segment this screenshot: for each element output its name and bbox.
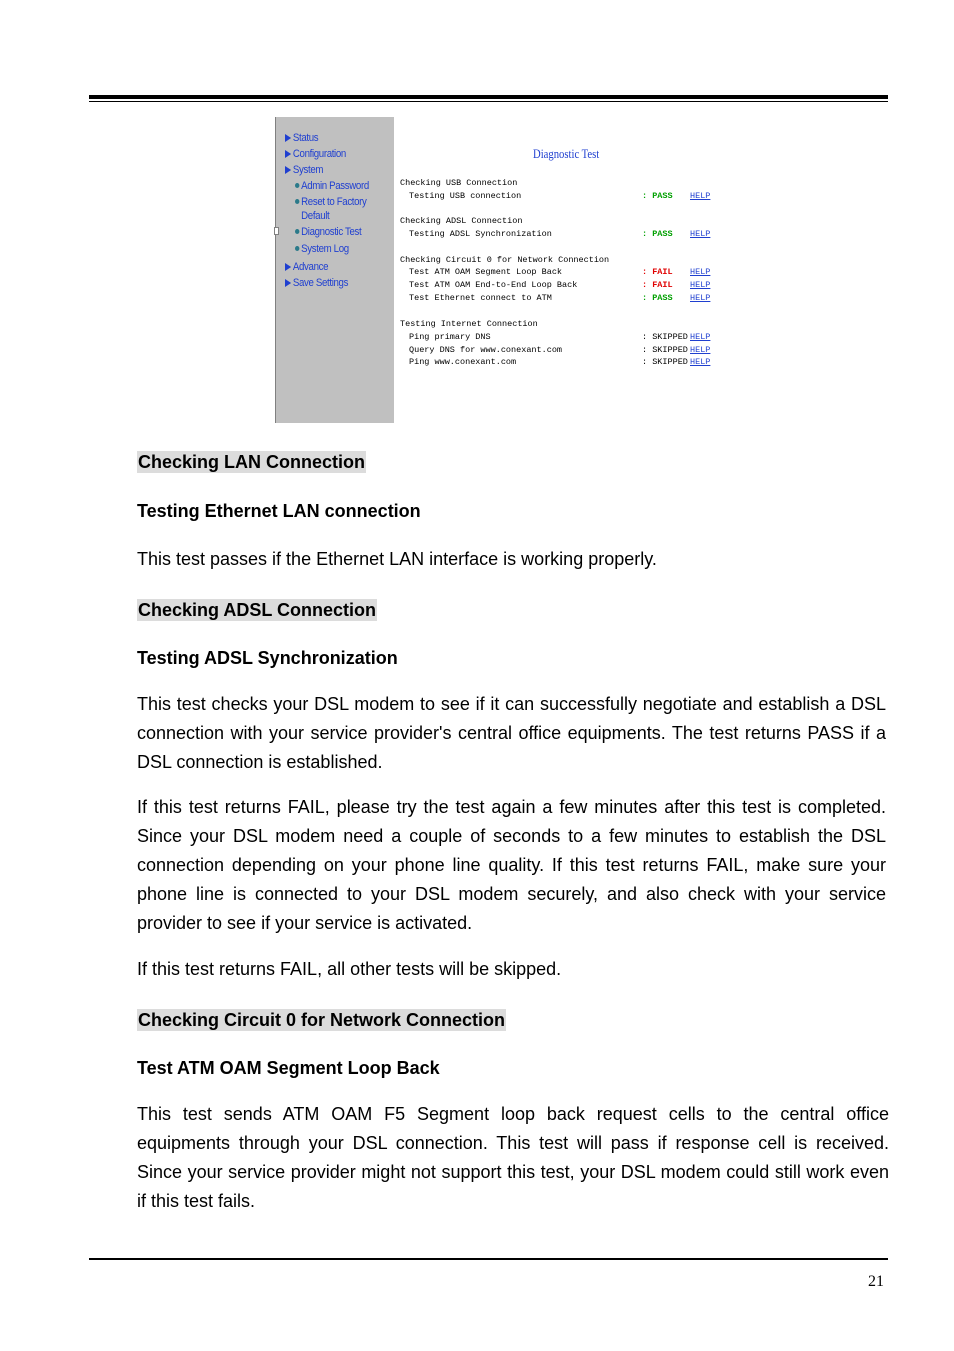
test-name: Ping www.conexant.com xyxy=(409,357,517,367)
nav-reset-factory[interactable]: Reset to Factory Default xyxy=(295,195,367,223)
test-name: Query DNS for www.conexant.com xyxy=(409,345,563,355)
subheading-adsl: Testing ADSL Synchronization xyxy=(137,648,398,668)
paragraph-ethernet: This test passes if the Ethernet LAN interface is working properly. xyxy=(137,549,657,569)
header-rule xyxy=(89,95,888,102)
section-heading: Checking Circuit 0 for Network Connection xyxy=(400,255,610,265)
help-link[interactable]: HELP xyxy=(690,345,711,355)
triangle-icon xyxy=(285,263,291,271)
bullet-icon xyxy=(295,246,299,251)
section-heading: Testing Internet Connection xyxy=(400,319,538,329)
screenshot-sidebar xyxy=(275,117,394,423)
diagnostic-screenshot xyxy=(275,117,720,423)
page-number: 21 xyxy=(868,1273,884,1290)
bullet-icon xyxy=(295,183,299,188)
test-name: Ping primary DNS xyxy=(409,332,491,342)
nav-system[interactable]: System xyxy=(285,164,323,176)
test-result: : SKIPPED xyxy=(642,357,688,367)
nav-advance[interactable]: Advance xyxy=(285,261,328,273)
test-result: : PASS xyxy=(642,229,673,239)
help-link[interactable]: HELP xyxy=(690,280,711,290)
paragraph-adsl-3: If this test returns FAIL, all other tests will be skipped. xyxy=(137,959,562,979)
section-heading: Checking ADSL Connection xyxy=(400,216,523,226)
nav-status[interactable]: Status xyxy=(285,132,318,144)
subheading-atm: Test ATM OAM Segment Loop Back xyxy=(137,1058,440,1078)
bullet-icon xyxy=(295,199,299,204)
heading-adsl: Checking ADSL Connection xyxy=(138,600,377,620)
nav-admin-password[interactable]: Admin Password xyxy=(295,180,369,192)
paragraph-atm: This test sends ATM OAM F5 Segment loop back request cells to the central office equipments through your DSL connection. This test will pass if response cell is received. Since your service provider might not support this test, your DSL modem could still work even if this test fails. xyxy=(137,1104,889,1211)
triangle-icon xyxy=(285,150,291,158)
help-link[interactable]: HELP xyxy=(690,332,711,342)
heading-lan: Checking LAN Connection xyxy=(138,452,366,472)
test-result: : SKIPPED xyxy=(642,332,688,342)
frame-marker xyxy=(274,227,279,235)
triangle-icon xyxy=(285,279,291,287)
test-name: Test ATM OAM Segment Loop Back xyxy=(409,267,563,277)
test-name: Testing USB connection xyxy=(409,191,522,201)
help-link[interactable]: HELP xyxy=(690,293,711,303)
test-result: : FAIL xyxy=(642,267,673,277)
subheading-ethernet: Testing Ethernet LAN connection xyxy=(137,501,421,521)
bullet-icon xyxy=(295,229,299,234)
help-link[interactable]: HELP xyxy=(690,191,711,201)
test-result: : PASS xyxy=(642,293,673,303)
diagnostic-title: Diagnostic Test xyxy=(533,146,600,161)
help-link[interactable]: HELP xyxy=(690,267,711,277)
paragraph-adsl-2: If this test returns FAIL, please try the test again a few minutes after this test is completed. Since your DSL modem need a couple of seconds to a few minutes to establish the DSL connection depending on your phone line quality. If this test returns FAIL, make sure your phone line is connected to your DSL modem securely, and also check with your service provider to see if your service is activated. xyxy=(137,797,886,933)
test-result: : SKIPPED xyxy=(642,345,688,355)
triangle-icon xyxy=(285,134,291,142)
test-name: Test Ethernet connect to ATM xyxy=(409,293,552,303)
nav-configuration[interactable]: Configuration xyxy=(285,148,346,160)
section-heading: Checking USB Connection xyxy=(400,178,518,188)
test-name: Testing ADSL Synchronization xyxy=(409,229,552,239)
heading-circuit: Checking Circuit 0 for Network Connection xyxy=(138,1010,506,1030)
test-result: : PASS xyxy=(642,191,673,201)
nav-diagnostic-test[interactable]: Diagnostic Test xyxy=(295,226,361,238)
nav-system-log[interactable]: System Log xyxy=(295,243,349,255)
paragraph-adsl-1: This test checks your DSL modem to see if it can successfully negotiate and establish a DSL connection with your service provider's central office equipments. The test returns PASS if a DSL connection is established. xyxy=(137,694,886,772)
test-result: : FAIL xyxy=(642,280,673,290)
test-name: Test ATM OAM End-to-End Loop Back xyxy=(409,280,578,290)
triangle-icon xyxy=(285,166,291,174)
footer-rule xyxy=(89,1258,888,1260)
nav-save-settings[interactable]: Save Settings xyxy=(285,277,348,289)
help-link[interactable]: HELP xyxy=(690,229,711,239)
help-link[interactable]: HELP xyxy=(690,357,711,367)
